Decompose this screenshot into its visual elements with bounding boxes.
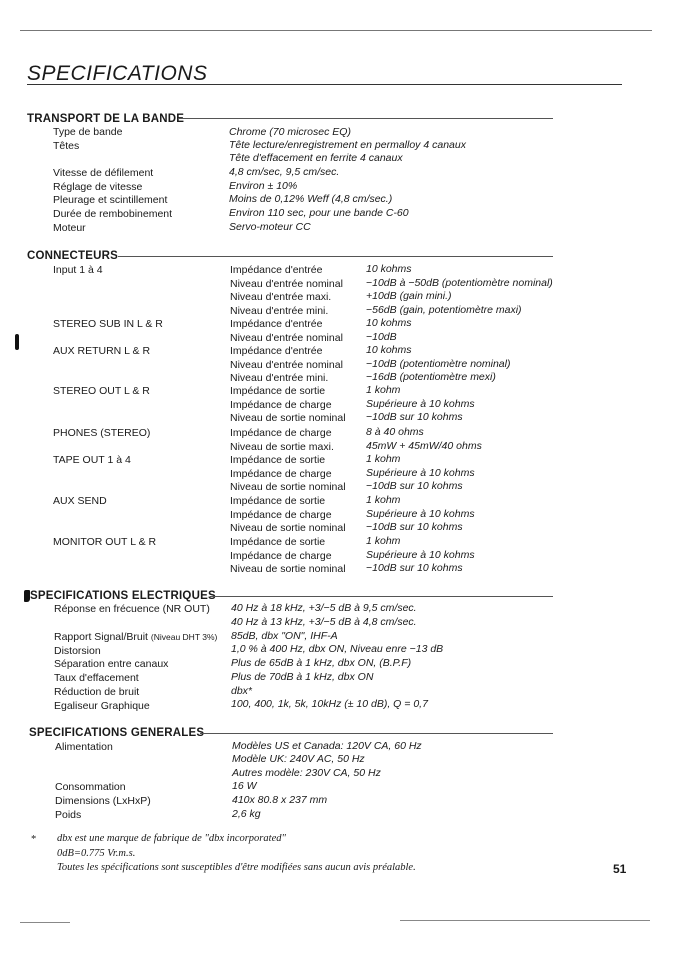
title-underline	[27, 84, 622, 85]
connector-value: 1 kohm	[366, 535, 401, 547]
connector-value: −10dB sur 10 kohms	[366, 480, 463, 493]
gen-label: Dimensions (LxHxP)	[55, 795, 151, 807]
elec-value: 85dB, dbx "ON", IHF-A	[231, 630, 338, 642]
page-mark	[15, 334, 19, 350]
connector-value: 1 kohm	[366, 453, 401, 465]
connector-param: Impédance d'entrée	[230, 264, 323, 276]
connector-value: Supérieure à 10 kohms	[366, 507, 475, 520]
connector-value: Supérieure à 10 kohms	[366, 548, 475, 561]
connector-value: −10dB	[366, 330, 397, 343]
transport-label: Pleurage et scintillement	[53, 194, 168, 206]
connector-param: Niveau de sortie nominal	[230, 563, 346, 576]
footnote-line-1: dbx est une marque de fabrique de "dbx incorporated"	[57, 833, 286, 844]
elec-value: dbx*	[231, 685, 253, 697]
elec-value: 1,0 % à 400 Hz, dbx ON, Niveau enre −13 dB	[231, 643, 444, 655]
gen-value: 2,6 kg	[232, 808, 261, 820]
connector-param: Niveau d'entrée maxi.	[230, 291, 332, 304]
electriques-heading: SPECIFICATIONS ELECTRIQUES	[30, 590, 216, 602]
bottom-rule-left	[20, 922, 70, 923]
transport-value: Servo-moteur CC	[229, 221, 311, 233]
transport-heading-rule	[178, 118, 553, 119]
transport-label: Réglage de vitesse	[53, 181, 143, 193]
elec-label: Taux d'effacement	[54, 672, 139, 684]
connector-param: Impédance de charge	[230, 467, 332, 480]
gen-label: Poids	[55, 809, 82, 821]
connector-param: Niveau d'entrée nominal	[230, 331, 343, 344]
gen-label: Consommation	[55, 781, 126, 793]
connector-param: Impédance de sortie	[230, 385, 326, 397]
transport-label: Vitesse de défilement	[53, 167, 154, 179]
connector-value: +10dB (gain mini.)	[366, 290, 452, 303]
connecteurs-heading: CONNECTEURS	[27, 250, 119, 262]
connector-value: −10dB à −50dB (potentiomètre nominal)	[366, 276, 553, 289]
connector-name: MONITOR OUT L & R	[53, 536, 157, 548]
transport-label: Moteur	[53, 222, 86, 234]
connector-param: Impédance de charge	[230, 508, 332, 521]
page-number: 51	[613, 862, 627, 876]
gen-value: 410x 80.8 x 237 mm	[232, 794, 328, 806]
connector-value: Supérieure à 10 kohms	[366, 397, 475, 410]
footnote-line-3: Toutes les spécifications sont susceptibles d'être modifiées sans aucun avis préalable.	[57, 862, 416, 873]
connector-name: AUX SEND	[53, 495, 107, 507]
connector-value: Supérieure à 10 kohms	[366, 466, 475, 479]
connecteurs-heading-rule	[118, 256, 553, 257]
elec-value: 100, 400, 1k, 5k, 10kHz (± 10 dB), Q = 0,7	[231, 698, 428, 710]
connector-name: TAPE OUT 1 à 4	[53, 454, 131, 466]
connector-param: Niveau de sortie nominal	[230, 522, 346, 535]
generales-heading: SPECIFICATIONS GENERALES	[29, 727, 205, 739]
elec-label-note: (Niveau DHT 3%)	[150, 632, 218, 642]
connector-name: PHONES (STEREO)	[53, 427, 151, 439]
elec-label: Distorsion	[54, 645, 101, 657]
connector-param: Impédance de charge	[230, 549, 332, 562]
connector-param: Impédance de charge	[230, 427, 332, 439]
connector-value: −10dB sur 10 kohms	[366, 562, 463, 575]
generales-heading-rule	[200, 733, 553, 734]
connector-value: 10 kohms	[366, 344, 412, 356]
elec-label	[54, 631, 217, 643]
transport-value: Tête lecture/enregistrement en permalloy 4 canaux	[229, 139, 466, 151]
connector-param: Niveau d'entrée mini.	[230, 372, 329, 385]
connector-param: Impédance d'entrée	[230, 318, 323, 330]
page-title: SPECIFICATIONS	[27, 62, 208, 85]
transport-label: Durée de rembobinement	[53, 208, 173, 220]
transport-value: Environ 110 sec, pour une bande C-60	[229, 207, 409, 219]
connector-value: −10dB (potentiomètre nominal)	[366, 357, 511, 370]
transport-value: Moins de 0,12% Weff (4,8 cm/sec.)	[229, 193, 393, 205]
connector-value: 10 kohms	[366, 317, 412, 329]
connector-value: −10dB sur 10 kohms	[366, 411, 463, 424]
connector-param: Niveau de sortie maxi.	[230, 440, 334, 453]
gen-value: Autres modèle: 230V CA, 50 Hz	[232, 767, 381, 779]
elec-value: 40 Hz à 13 kHz, +3/−5 dB à 4,8 cm/sec.	[231, 616, 417, 628]
electriques-heading-rule	[210, 596, 553, 597]
connector-name: Input 1 à 4	[53, 264, 103, 276]
gen-label: Alimentation	[55, 741, 113, 753]
connector-param: Impédance de sortie	[230, 454, 326, 466]
gen-value: Modèle UK: 240V AC, 50 Hz	[232, 753, 365, 765]
connector-value: −10dB sur 10 kohms	[366, 521, 463, 534]
connector-param: Niveau d'entrée mini.	[230, 304, 329, 317]
footnote-asterisk: *	[31, 834, 37, 845]
connector-name: AUX RETURN L & R	[53, 345, 151, 357]
elec-label-text: Rapport Signal/Bruit	[54, 631, 148, 643]
connector-value: −56dB (gain, potentiomètre maxi)	[366, 303, 522, 316]
connector-value: 1 kohm	[366, 384, 401, 396]
connector-param: Impédance de charge	[230, 398, 332, 411]
connector-value: 10 kohms	[366, 263, 412, 275]
connector-name: STEREO SUB IN L & R	[53, 318, 163, 330]
elec-value: Plus de 70dB à 1 kHz, dbx ON	[231, 671, 374, 683]
top-rule	[20, 30, 652, 31]
connector-param: Niveau de sortie nominal	[230, 481, 346, 494]
connector-name: STEREO OUT L & R	[53, 385, 150, 397]
elec-value: Plus de 65dB à 1 kHz, dbx ON, (B.P.F)	[231, 657, 412, 669]
connector-value: 45mW + 45mW/40 ohms	[366, 439, 482, 452]
transport-value: Chrome (70 microsec EQ)	[229, 126, 351, 138]
transport-value: Tête d'effacement en ferrite 4 canaux	[229, 152, 403, 164]
elec-label: Egaliseur Graphique	[54, 700, 150, 712]
gen-value: 16 W	[232, 780, 257, 792]
connector-param: Impédance d'entrée	[230, 345, 323, 357]
connector-param: Niveau d'entrée nominal	[230, 277, 343, 290]
elec-label: Réduction de bruit	[54, 686, 140, 698]
transport-value: Environ ± 10%	[229, 180, 298, 192]
connector-param: Impédance de sortie	[230, 495, 326, 507]
connector-value: −16dB (potentiomètre mexi)	[366, 371, 496, 384]
transport-label: Type de bande	[53, 126, 123, 138]
connector-value: 8 à 40 ohms	[366, 426, 424, 438]
elec-value: 40 Hz à 18 kHz, +3/−5 dB à 9,5 cm/sec.	[231, 602, 417, 614]
transport-value: 4,8 cm/sec, 9,5 cm/sec.	[229, 166, 340, 178]
connector-param: Impédance de sortie	[230, 536, 326, 548]
gen-value: Modèles US et Canada: 120V CA, 60 Hz	[232, 740, 422, 752]
connector-param: Niveau de sortie nominal	[230, 412, 346, 425]
transport-label: Têtes	[53, 140, 80, 152]
bottom-rule-right	[400, 920, 650, 921]
transport-heading: TRANSPORT DE LA BANDE	[27, 113, 185, 125]
connector-param: Niveau d'entrée nominal	[230, 358, 343, 371]
connector-value: 1 kohm	[366, 494, 401, 506]
footnote-line-2: 0dB=0.775 Vr.m.s.	[57, 848, 136, 859]
elec-label: Réponse en frécuence (NR OUT)	[54, 603, 210, 615]
elec-label: Séparation entre canaux	[54, 658, 169, 670]
